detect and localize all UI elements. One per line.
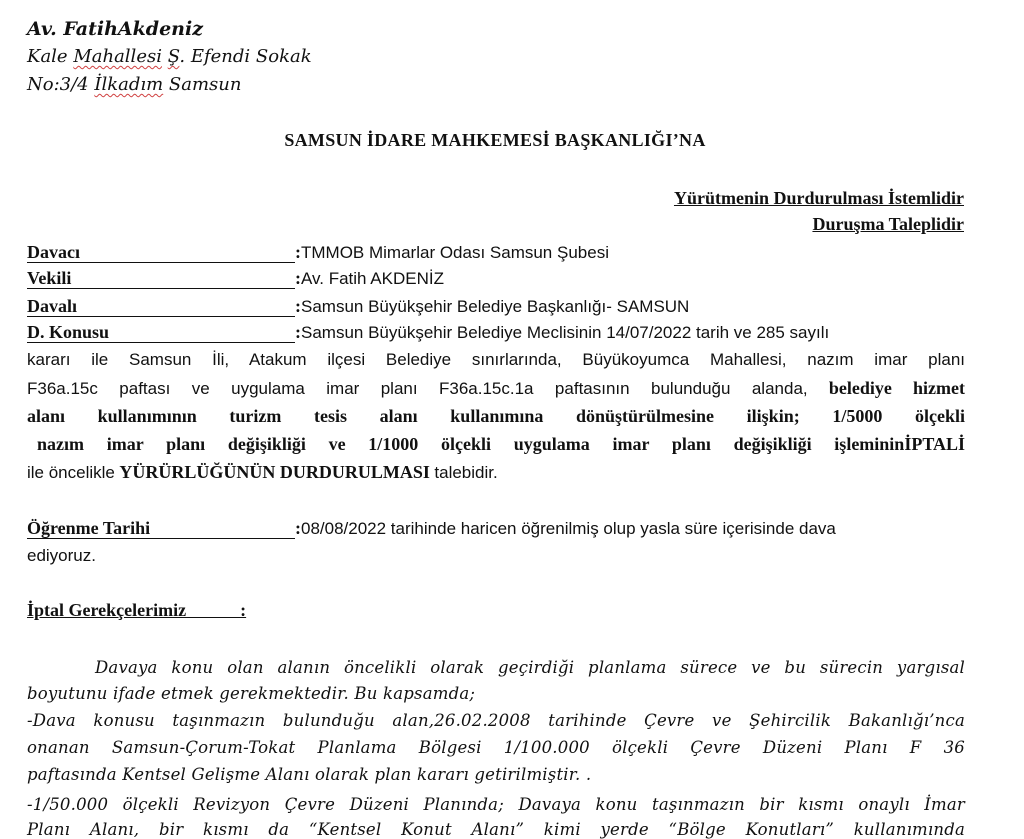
lawyer-name: Av. FatihAkdeniz xyxy=(27,18,204,40)
party-row-davaci xyxy=(27,242,965,263)
colon: : xyxy=(295,518,301,538)
address-part: İlkadım xyxy=(94,74,164,95)
subject-line-3 xyxy=(27,378,965,399)
address-part: Samsun xyxy=(163,74,242,95)
subject-text: ile öncelikle xyxy=(27,463,115,482)
party-label: D. Konusu xyxy=(27,323,295,343)
party-value: TMMOB Mimarlar Odası Samsun Şubesi xyxy=(301,243,609,262)
subject-text: F36a.15c paftası ve uygulama imar planı F36a.15c.1a paftasının bulunduğu alanda, xyxy=(27,379,808,398)
annulment-grounds-heading: İptal Gerekçelerimiz : xyxy=(27,600,247,620)
party-row-vekili xyxy=(27,268,965,289)
colon: : xyxy=(295,322,301,342)
party-value: Samsun Büyükşehir Belediye Başkanlığı- SAMSUN xyxy=(301,297,690,316)
party-value: Av. Fatih AKDENİZ xyxy=(301,269,444,288)
party-label: Davalı xyxy=(27,297,295,317)
colon: : xyxy=(295,268,301,288)
court-title: SAMSUN İDARE MAHKEMESİ BAŞKANLIĞI’NA xyxy=(284,130,706,150)
request-stay-of-execution: Yürütmenin Durdurulması İstemlidir xyxy=(673,188,964,208)
party-label: Vekili xyxy=(27,269,295,289)
address-part: . Efendi Sokak xyxy=(179,46,312,67)
colon: : xyxy=(295,242,301,262)
subject-line-4: alanı kullanımının turizm tesis alanı kullanımına dönüştürülmesine ilişkin; 1/5000 ölçekli xyxy=(27,406,965,426)
address-part: No:3/4 xyxy=(27,74,95,95)
address-line-2 xyxy=(27,74,241,95)
colon: : xyxy=(295,296,301,316)
body-line-5: paftasında Kentsel Gelişme Alanı olarak plan kararı getirilmiştir. . xyxy=(27,765,592,784)
subject-line-1: Samsun Büyükşehir Belediye Meclisinin 14/07/2022 tarih ve 285 sayılı xyxy=(301,323,830,342)
party-row-konu xyxy=(27,322,965,343)
address-part: Mahallesi xyxy=(73,46,162,67)
body-line-3: -Dava konusu taşınmazın bulunduğu alan,26.02.2008 tarihinde Çevre ve Şehircilik Bakanlığı’nca xyxy=(27,711,965,730)
subject-bold: belediye hizmet xyxy=(828,378,965,398)
body-line-1: Davaya konu olan alanın öncelikli olarak geçirdiği planlama sürece ve bu sürecin yargısal xyxy=(95,658,965,677)
body-line-7: Planı Alanı, bir kısmı da “Kentsel Konut Alanı” kimi yerde “Bölge Konutları” kullanımında xyxy=(27,820,965,839)
body-line-4: onanan Samsun-Çorum-Tokat Planlama Bölgesi 1/100.000 ölçekli Çevre Düzeni Planı F 36 xyxy=(27,738,965,757)
body-line-2: boyutunu ifade etmek gerekmektedir. Bu kapsamda; xyxy=(27,684,476,703)
learning-date-row xyxy=(27,518,965,539)
address-line-1 xyxy=(27,46,312,67)
body-line-6: -1/50.000 ölçekli Revizyon Çevre Düzeni Planında; Davaya konu taşınmazın bir kısmı onaylı İmar xyxy=(27,795,965,814)
learning-date-label: Öğrenme Tarihi xyxy=(27,519,295,539)
subject-bold: YÜRÜRLÜĞÜNÜN DURDURULMASI xyxy=(119,462,430,482)
party-row-davali xyxy=(27,296,965,317)
address-part: Kale xyxy=(27,46,74,67)
subject-line-6 xyxy=(27,462,965,483)
request-hearing: Duruşma Taleplidir xyxy=(812,214,964,234)
subject-line-5: nazım imar planı değişikliği ve 1/1000 ölçekli uygulama imar planı değişikliği işlemininİPTALİ xyxy=(37,434,965,454)
subject-line-2: kararı ile Samsun İli, Atakum ilçesi Belediye sınırlarında, Büyükoyumca Mahallesi, nazım imar planı xyxy=(27,350,965,369)
learning-date-value: 08/08/2022 tarihinde haricen öğrenilmiş olup yasla süre içerisinde dava xyxy=(301,519,836,538)
learning-date-line-2: ediyoruz. xyxy=(27,546,96,565)
subject-text: talebidir. xyxy=(434,463,498,482)
address-part: Ş xyxy=(167,46,180,67)
party-label: Davacı xyxy=(27,243,295,263)
